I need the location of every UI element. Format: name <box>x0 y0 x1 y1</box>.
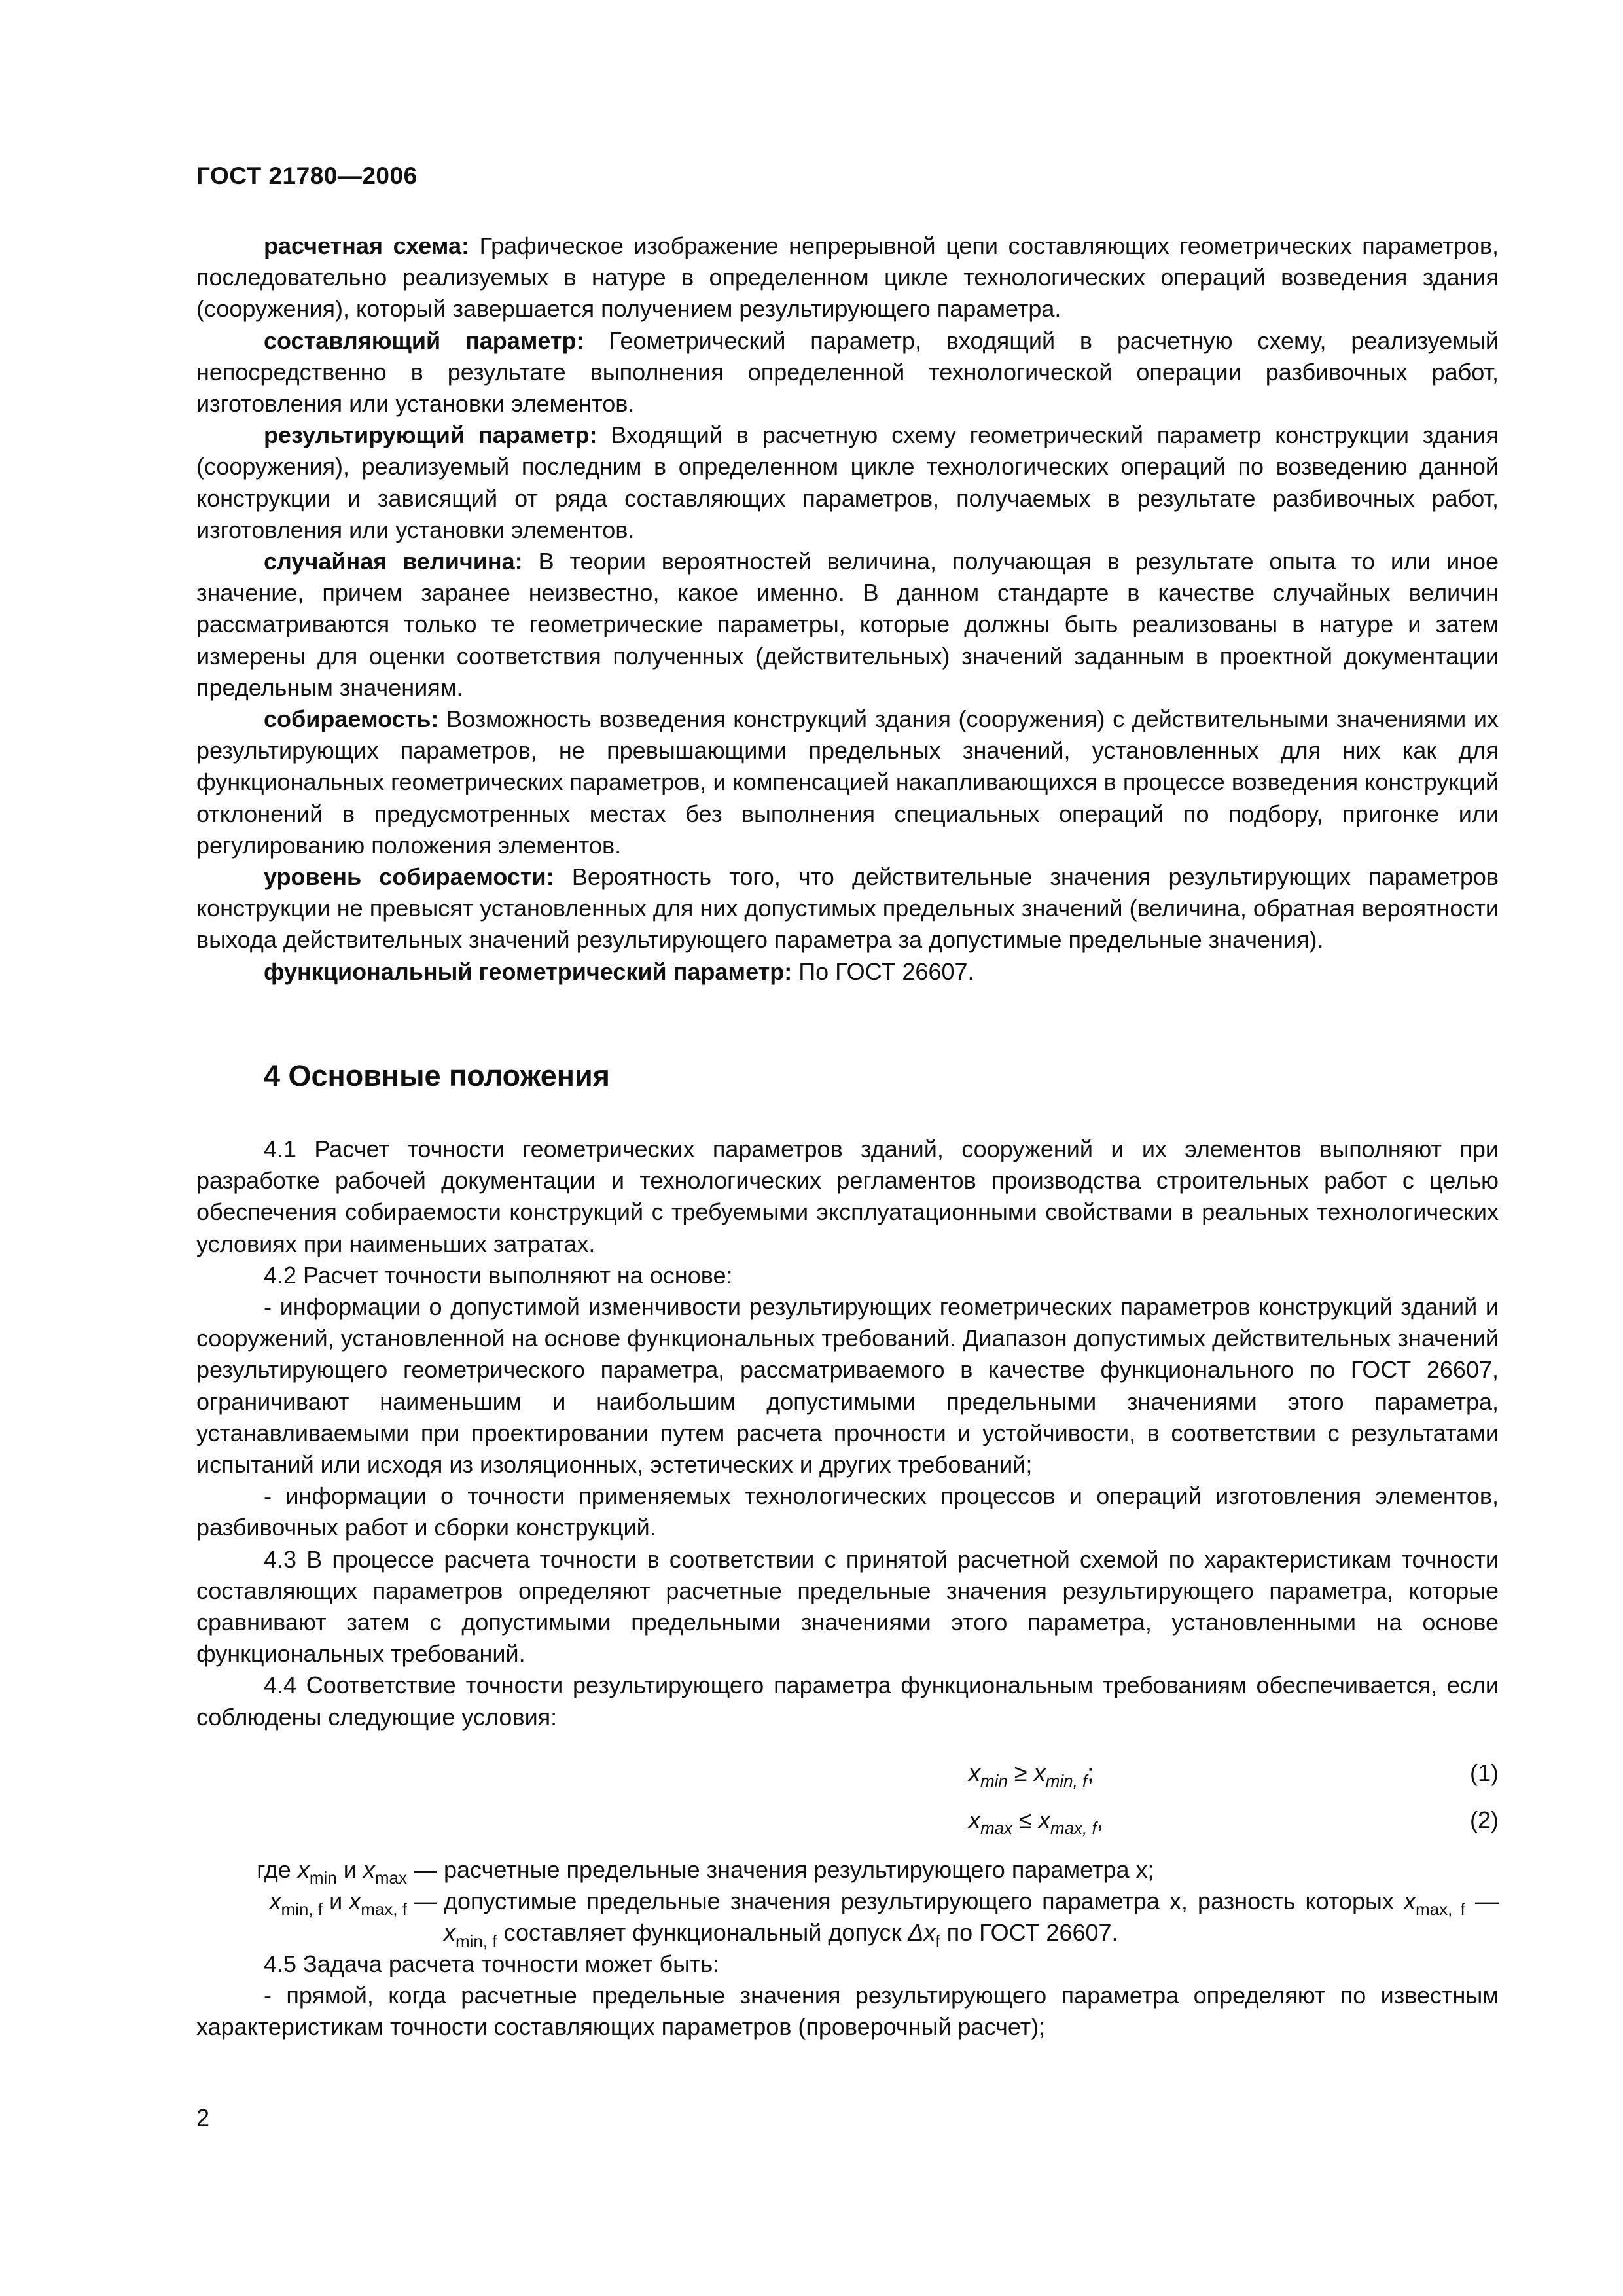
definition-item <box>196 861 1499 956</box>
definition-text: Графическое изображение непрерывной цепи составляющих геометрических параметров, последовательно реализуемых в натуре в определенном цикле технологических операций возведения здания (сооружения), который завершается получением результирующего параметра. <box>196 232 1499 323</box>
where-label: $x_{min, f}$ и $x_{max, f}$ — <box>269 1888 437 1920</box>
definition-term: функциональный геометрический параметр: <box>264 958 793 985</box>
paragraph: - прямой, когда расчетные предельные значения результирующего параметра определяют по известным характеристикам точности составляющих параметров (проверочный расчет); <box>196 1982 1499 2041</box>
definition-text: По ГОСТ 26607. <box>792 958 974 985</box>
formula-1 <box>196 1759 1499 1791</box>
where-block <box>196 1854 1499 1949</box>
document-header: ГОСТ 21780—2006 <box>196 162 418 189</box>
definition-item <box>196 546 1499 704</box>
where-row <box>196 1854 1499 1886</box>
paragraph: 4.2 Расчет точности выполняют на основе: <box>264 1261 733 1289</box>
formula-expression: $x_{max} \le x_{max, f}$, <box>969 1806 1103 1839</box>
paragraph: 4.5 Задача расчета точности может быть: <box>264 1950 720 1977</box>
formula-number: (2) <box>1470 1806 1499 1833</box>
formula-expression: $x_{min} \ge x_{min, f}$; <box>969 1759 1094 1791</box>
paragraph: - информации о допустимой изменчивости результирующих геометрических параметров конструкций зданий и сооружений, установленной на основе функциональных требований. Диапазон допустимых действительных значений результирующего геометрического параметра, рассматриваемого в качестве функционального по ГОСТ 26607, ограничивают наименьшим и наибольшим допустимыми предельными значениями этого параметра, устанавливаемыми при проектировании путем расчета прочности и устойчивости, в соответствии с результатами испытаний или исходя из изоляционных, эстетических и других требований; <box>196 1293 1499 1479</box>
where-row <box>196 1886 1499 1951</box>
definition-item <box>196 230 1499 325</box>
definition-text: В теории вероятностей величина, получающая в результате опыта то или иное значение, причем заранее неизвестно, какое именно. В данном стандарте в качестве случайных величин рассматриваются только те геометрические параметры, которые должны быть реализованы в натуре и затем измерены для оценки соответствия полученных (действительных) значений заданным в проектной документации предельным значениям. <box>196 548 1499 701</box>
definition-term: собираемость: <box>264 706 439 733</box>
definition-term: результирующий параметр: <box>264 422 597 449</box>
where-description: допустимые предельные значения результирующего параметра x, разность которых $x_{max, f}$ — $x_{min, f}$ составляет функциональный допуск $\Delta x_f$ по ГОСТ 26607. <box>444 1888 1499 1951</box>
where-label: где $x_{min}$ и $x_{max}$ — <box>257 1856 437 1888</box>
where-description: расчетные предельные значения результирующего параметра x; <box>444 1856 1154 1883</box>
definition-term: случайная величина: <box>264 548 523 575</box>
definition-text: Возможность возведения конструкций здания (сооружения) с действительными значениями их результирующих параметров, не превышающими предельных значений, установленных для них как для функциональных геометрических параметров, и компенсацией накапливающихся в процессе возведения конструкций отклонений в предусмотренных местах без выполнения специальных операций по подбору, пригонке или регулированию положения элементов. <box>196 706 1499 859</box>
section-title: 4 Основные положения <box>264 1059 610 1092</box>
section-body-continued <box>196 1948 1499 2043</box>
page-number: 2 <box>196 2104 210 2131</box>
definitions-block <box>196 230 1499 988</box>
section-body <box>196 1134 1499 1733</box>
definition-term: составляющий параметр: <box>264 327 584 354</box>
definition-term: расчетная схема: <box>264 232 469 259</box>
formula-2 <box>196 1806 1499 1838</box>
formula-number: (1) <box>1470 1759 1499 1786</box>
definition-text: Геометрический параметр, входящий в расчетную схему, реализуемый непосредственно в результате выполнения определенной технологической операции разбивочных работ, изготовления или установки элементов. <box>196 327 1499 418</box>
paragraph: 4.3 В процессе расчета точности в соответствии с принятой расчетной схемой по характеристикам точности составляющих параметров определяют расчетные предельные значения результирующего параметра, которые сравнивают затем с допустимыми предельными значениями этого параметра, установленными на основе функциональных требований. <box>196 1545 1499 1668</box>
definition-text: Входящий в расчетную схему геометрический параметр конструкции здания (сооружения), реализуемый последним в определенном цикле технологических операций по возведению данной конструкции и зависящий от ряда составляющих параметров, получаемых в результате разбивочных работ, изготовления или установки элементов. <box>196 422 1499 543</box>
definition-item <box>196 420 1499 546</box>
definition-text: Вероятность того, что действительные значения результирующих параметров конструкции не превысят установленных для них допустимых предельных значений (величина, обратная вероятности выхода действительных значений результирующего параметра за допустимые предельные значения). <box>196 863 1499 954</box>
paragraph: 4.1 Расчет точности геометрических параметров зданий, сооружений и их элементов выполняют при разработке рабочей документации и технологических регламентов производства строительных работ с целью обеспечения собираемости конструкций с требуемыми эксплуатационными свойствами в реальных технологических условиях при наименьших затратах. <box>196 1136 1499 1257</box>
definition-item <box>196 956 1499 988</box>
paragraph: 4.4 Соответствие точности результирующего параметра функциональным требованиям обеспечивается, если соблюдены следующие условия: <box>196 1672 1499 1731</box>
paragraph: - информации о точности применяемых технологических процессов и операций изготовления элементов, разбивочных работ и сборки конструкций. <box>196 1482 1499 1541</box>
definition-item <box>196 325 1499 420</box>
definition-term: уровень собираемости: <box>264 863 554 891</box>
definition-item <box>196 704 1499 861</box>
